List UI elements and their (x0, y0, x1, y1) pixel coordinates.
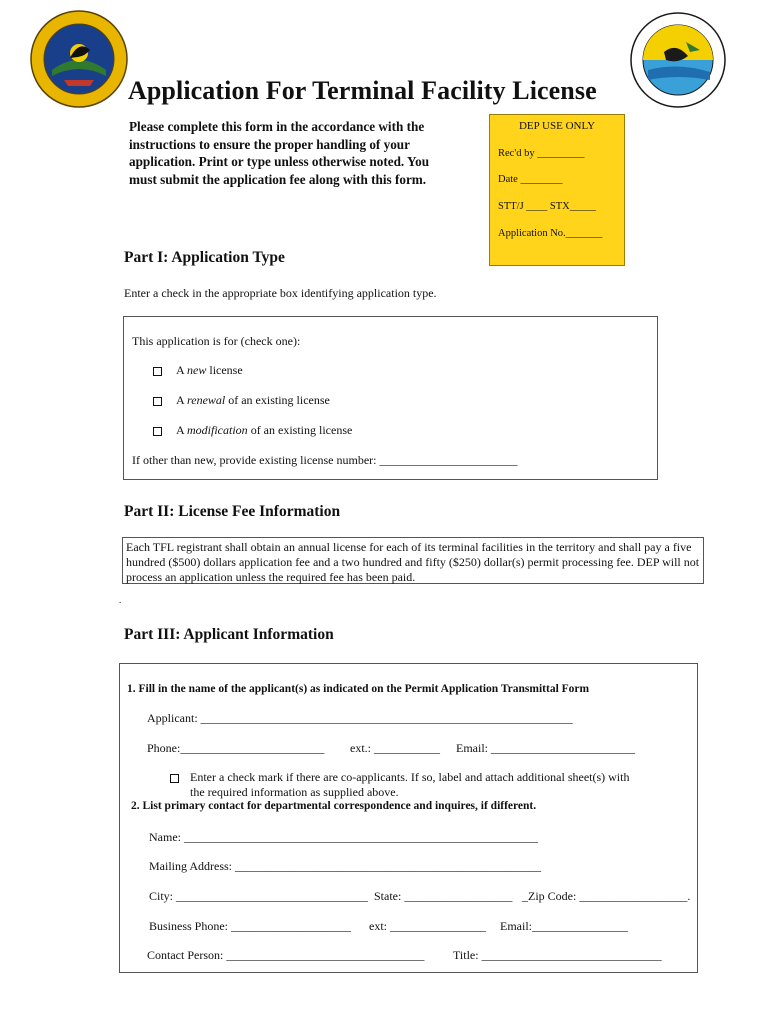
item1-instruction: 1. Fill in the name of the applicant(s) as indicated on the Permit Application Transmittal Form (127, 683, 590, 695)
co-applicants-option[interactable]: Enter a check mark if there are co-applicants. If so, label and attach additional sheet(s) with (170, 770, 629, 785)
business-phone-field[interactable]: Business Phone: ____________________ (149, 919, 352, 933)
checkbox-modification[interactable] (153, 427, 162, 436)
vi-government-seal (30, 10, 128, 108)
part2-heading: Part II: License Fee Information (124, 503, 341, 520)
option-renewal-license[interactable]: A renewal of an existing license (153, 393, 330, 408)
checkbox-new[interactable] (153, 367, 162, 376)
part3-heading: Part III: Applicant Information (124, 626, 334, 643)
option-modification-license[interactable]: A modification of an existing license (153, 423, 352, 438)
phone-field[interactable]: Phone:________________________ (147, 741, 325, 755)
option-new-license[interactable]: A new license (153, 363, 243, 378)
existing-license-number-field[interactable]: If other than new, provide existing license number: _______________________ (132, 453, 518, 467)
dep-recd-field: Rec'd by _________ (498, 148, 585, 159)
item2-instruction: 2. List primary contact for departmental correspondence and inquires, if different. (131, 800, 537, 812)
dep-box-title: DEP USE ONLY (518, 120, 596, 132)
dep-date-field: Date ________ (498, 174, 563, 185)
co-applicants-note: the required information as supplied above. (190, 785, 399, 799)
business-ext-field[interactable]: ext: ________________ (369, 919, 486, 933)
mailing-address-field[interactable]: Mailing Address: ___________________________________________________ (149, 859, 541, 873)
application-type-label: This application is for (check one): (132, 334, 301, 348)
dep-app-no-field: Application No._______ (498, 228, 603, 239)
name-field[interactable]: Name: ___________________________________________________________ (149, 830, 538, 844)
part1-heading: Part I: Application Type (124, 249, 285, 266)
ext-field[interactable]: ext.: ___________ (350, 741, 440, 755)
applicant-field[interactable]: Applicant: ______________________________________________________________ (147, 711, 573, 725)
checkbox-renewal[interactable] (153, 397, 162, 406)
page-title: Application For Terminal Facility License (128, 76, 597, 105)
applicant-info-box (119, 663, 698, 973)
zip-code-field[interactable]: _Zip Code: __________________. (522, 889, 691, 903)
application-type-box (123, 316, 658, 480)
business-email-field[interactable]: Email:________________ (500, 919, 628, 933)
intro-instructions: Please complete this form in the accordance with the instructions to ensure the proper handling of your application. Print or type unless otherwise noted. You must submit the application fee along with this form. (129, 119, 430, 187)
email-field[interactable]: Email: ________________________ (456, 741, 635, 755)
checkbox-co-applicants[interactable] (170, 774, 179, 783)
state-field[interactable]: State: __________________ (374, 889, 513, 903)
contact-title-field[interactable]: Title: ______________________________ (453, 948, 662, 962)
stray-mark: . (119, 595, 122, 605)
dep-use-only-box (489, 114, 625, 266)
city-field[interactable]: City: ________________________________ (149, 889, 369, 903)
dpnr-seal (630, 12, 726, 108)
license-fee-info: Each TFL registrant shall obtain an annual license for each of its terminal facilities in the territory and shall pay a five hundred ($500) dollars application fee and a two hundred and fifty ($250) dollar(s) permit processing fee. DEP will not process an application unless the required fee has been paid. (122, 537, 704, 584)
contact-person-field[interactable]: Contact Person: _________________________________ (147, 948, 425, 962)
part1-instruction: Enter a check in the appropriate box identifying application type. (124, 286, 437, 300)
dep-island-field: STT/J ____ STX_____ (498, 201, 597, 212)
